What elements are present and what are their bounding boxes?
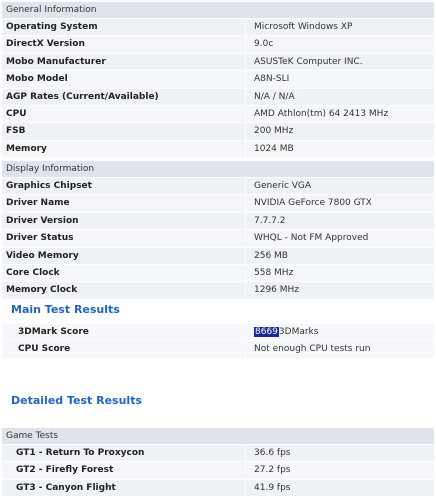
row-value: 1024 MB [254,143,294,154]
table-row [2,480,434,497]
cpu-score-label: CPU Score [2,341,246,357]
row-label: Operating System [2,19,246,35]
general-info-table [2,2,434,158]
row-label: Mobo Manufacturer [2,54,246,70]
display-info-header: Display Information [2,161,434,178]
row-label: Memory Clock [2,282,246,298]
row-value: NVIDIA GeForce 7800 GTX [254,198,372,209]
main-results-title: Main Test Results [11,303,120,316]
table-row [2,341,434,358]
main-results-table [2,324,434,359]
row-value: N/A / N/A [254,91,295,102]
row-label: GT3 - Canyon Flight [2,480,246,496]
row-label: AGP Rates (Current/Available) [2,89,246,105]
table-row [2,19,434,36]
table-row [2,195,434,212]
table-row [2,324,434,341]
row-value: A8N-SLI [254,74,290,85]
table-row [2,248,434,265]
row-label: GT2 - Firefly Forest [2,462,246,478]
table-row [2,462,434,479]
game-tests-table [2,428,434,497]
display-info-table [2,161,434,300]
row-label: DirectX Version [2,36,246,52]
score-value-cell [246,324,318,340]
row-label: FSB [2,123,246,139]
table-row [2,106,434,123]
table-row [2,265,434,282]
row-value: 200 MHz [254,126,294,137]
score-value[interactable]: 8669 [255,327,278,337]
score-unit: 3DMarks [278,327,319,337]
row-value: WHQL - Not FM Approved [254,233,369,244]
table-row [2,230,434,247]
row-value: 27.2 fps [254,465,291,476]
row-label: CPU [2,106,246,122]
row-value: 558 MHz [254,267,294,278]
row-label: GT1 - Return To Proxycon [2,445,246,461]
row-value: 7.7.7.2 [254,215,286,226]
table-row [2,36,434,53]
row-value: 41.9 fps [254,482,291,493]
game-tests-header: Game Tests [2,428,434,445]
table-row [2,54,434,71]
score-label: 3DMark Score [2,324,246,340]
row-value: Generic VGA [254,181,312,191]
row-label: Memory [2,141,246,157]
row-label: Mobo Model [2,71,246,87]
detailed-results-title: Detailed Test Results [11,394,143,407]
row-label: Driver Version [2,213,246,229]
table-row [2,89,434,106]
row-label: Graphics Chipset [2,178,246,194]
table-row [2,282,434,299]
row-value: Microsoft Windows XP [254,22,353,32]
general-info-header: General Information [2,2,434,19]
table-row [2,71,434,88]
cpu-score-value: Not enough CPU tests run [254,344,371,355]
row-value: 256 MB [254,250,288,261]
row-value: AMD Athlon(tm) 64 2413 MHz [254,108,389,119]
table-row [2,213,434,230]
table-row [2,123,434,140]
row-value: 9.0c [254,39,274,50]
row-value: 36.6 fps [254,448,291,458]
table-row [2,178,434,195]
row-value: ASUSTeK Computer INC. [254,56,363,67]
row-label: Video Memory [2,248,246,264]
table-row [2,445,434,462]
row-label: Core Clock [2,265,246,281]
row-value: 1296 MHz [254,285,300,296]
table-row [2,141,434,158]
row-label: Driver Name [2,195,246,211]
row-label: Driver Status [2,230,246,246]
